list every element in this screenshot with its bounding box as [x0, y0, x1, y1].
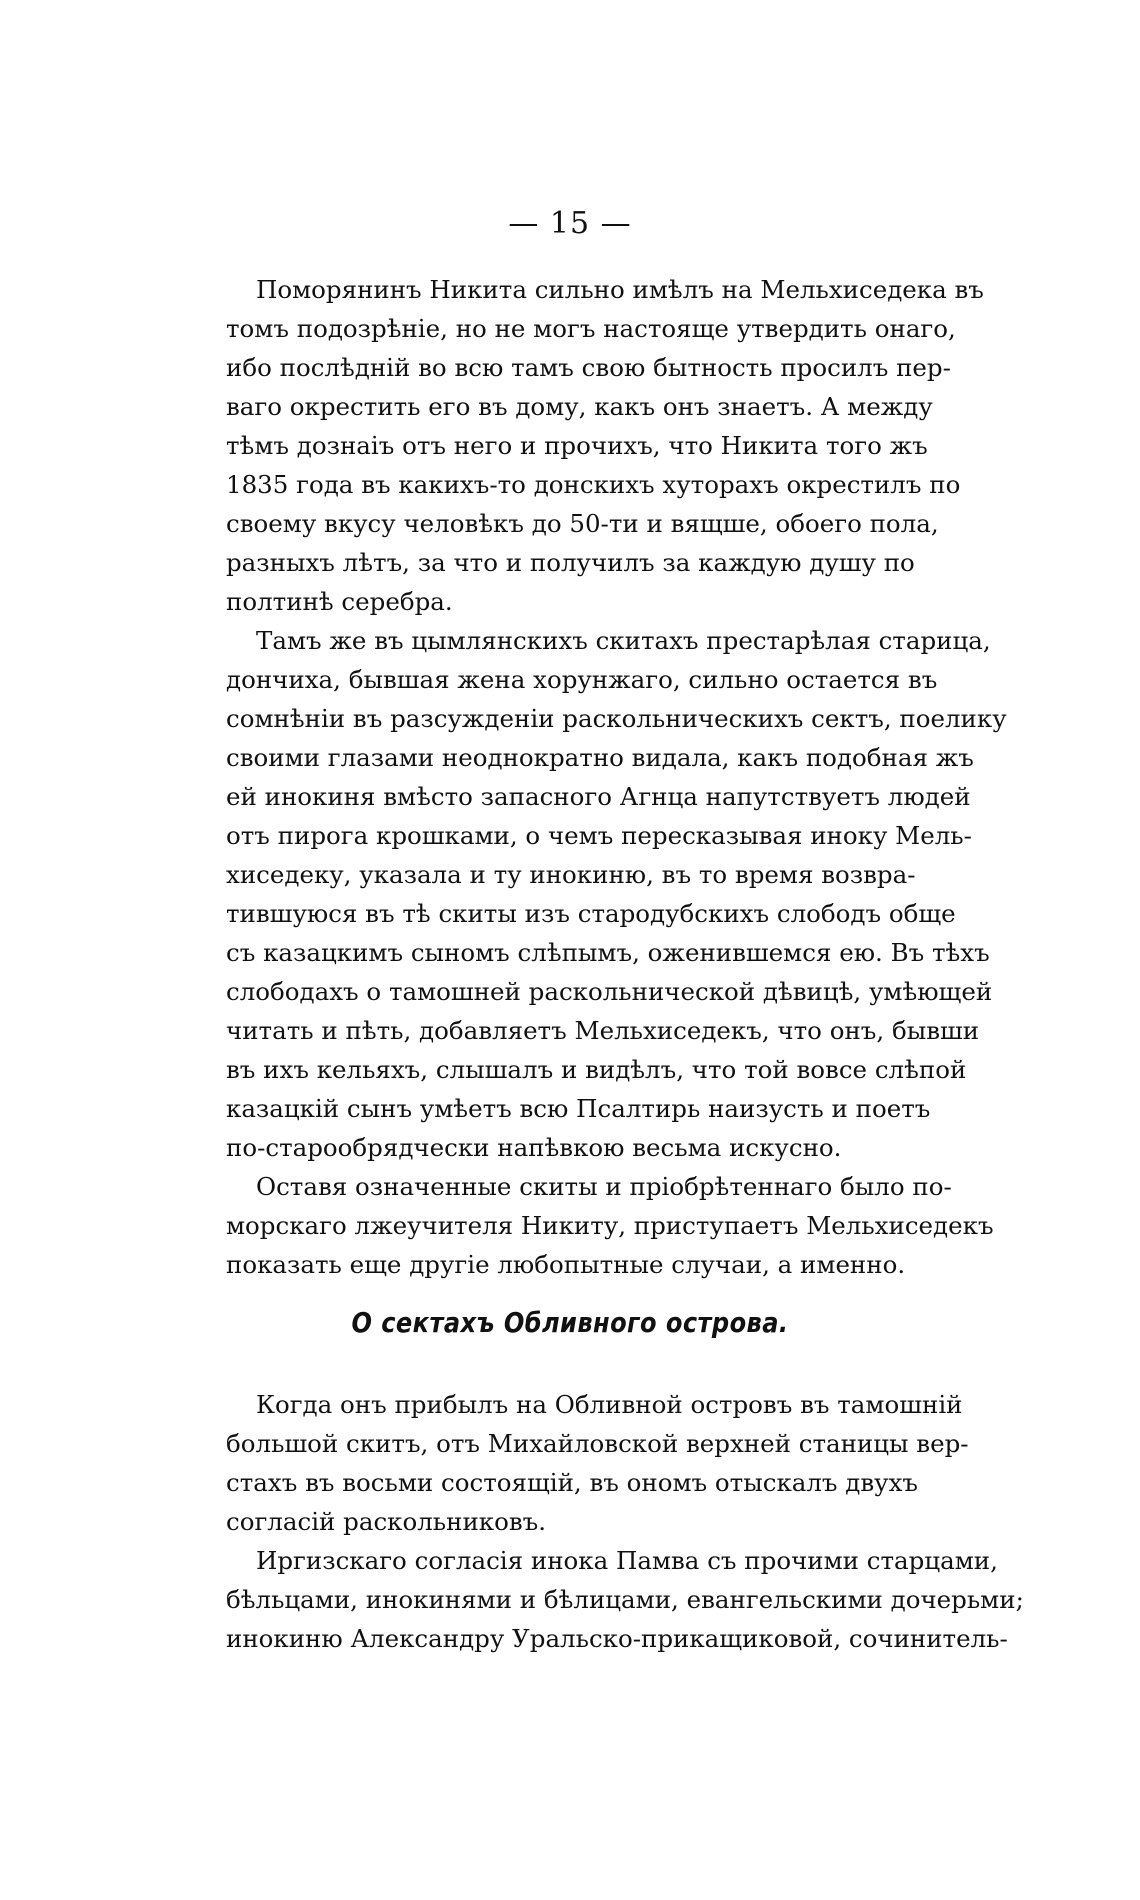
- text-line: дончиха, бывшая жена хорунжаго, сильно остается въ: [226, 665, 938, 694]
- text-line: Поморянинъ Никита сильно имѣлъ на Мельхиседека въ: [256, 275, 984, 304]
- paragraph-2: [226, 621, 1007, 1167]
- text-line: съ казацкимъ сыномъ слѣпымъ, оженившемся ею. Въ тѣхъ: [226, 938, 990, 967]
- text-line: инокиню Александру Уральско-прикащиковой, сочинитель-: [226, 1624, 1008, 1653]
- text-line: показать еще другіе любопытные случаи, а именно.: [226, 1250, 906, 1279]
- text-line: морскаго лжеучителя Никиту, приступаетъ Мельхиседекъ: [226, 1211, 994, 1240]
- text-line: тѣмъ дознаіъ отъ него и прочихъ, что Никита того жъ: [226, 431, 928, 460]
- text-line: Иргизскаго согласія инока Памва съ прочими старцами,: [256, 1546, 998, 1575]
- page-number: — 15 —: [508, 206, 632, 241]
- text-line: томъ подозрѣніе, но не могъ настояще утвердить онаго,: [226, 314, 956, 343]
- text-line: ей инокиня вмѣсто запасного Агнца напутствуетъ людей: [226, 782, 971, 811]
- text-line: согласій раскольниковъ.: [226, 1507, 547, 1536]
- text-line: хиседеку, указала и ту инокиню, въ то время возвра-: [226, 860, 916, 889]
- text-line: Когда онъ прибылъ на Обливной островъ въ тамошній: [256, 1390, 963, 1419]
- text-line: 1835 года въ какихъ-то донскихъ хуторахъ окрестилъ по: [226, 470, 961, 499]
- text-line: ваго окрестить его въ дому, какъ онъ знаетъ. А между: [226, 392, 933, 421]
- paragraph-5: [226, 1541, 1024, 1658]
- section-heading: О сектахъ Обливного острова.: [351, 1306, 789, 1339]
- text-line: стахъ въ восьми состоящій, въ ономъ отыскалъ двухъ: [226, 1468, 919, 1497]
- text-line: отъ пирога крошками, о чемъ пересказывая иноку Мель-: [226, 821, 972, 850]
- text-line: Тамъ же въ цымлянскихъ скитахъ престарѣлая старица,: [256, 626, 991, 655]
- text-line: разныхъ лѣтъ, за что и получилъ за каждую душу по: [226, 548, 915, 577]
- text-line: въ ихъ кельяхъ, слышалъ и видѣлъ, что той вовсе слѣпой: [226, 1055, 967, 1084]
- text-line: по-старообрядчески напѣвкою весьма искусно.: [226, 1133, 842, 1162]
- body-text-lower: [226, 1385, 1024, 1658]
- paragraph-3: [226, 1167, 994, 1284]
- text-line: тившуюся въ тѣ скиты изъ стародубскихъ слободъ обще: [226, 899, 956, 928]
- paragraph-1: [226, 270, 984, 621]
- text-line: своему вкусу человѣкъ до 50-ти и вящше, обоего пола,: [226, 509, 939, 538]
- text-line: Оставя означенные скиты и пріобрѣтеннаго было по-: [256, 1172, 952, 1201]
- text-line: большой скитъ, отъ Михайловской верхней станицы вер-: [226, 1429, 969, 1458]
- paragraph-4: [226, 1385, 969, 1541]
- text-line: казацкій сынъ умѣетъ всю Псалтирь наизусть и поетъ: [226, 1094, 931, 1123]
- body-text-upper: [226, 270, 1007, 1284]
- text-line: читать и пѣть, добавляетъ Мельхиседекъ, что онъ, бывши: [226, 1016, 980, 1045]
- text-line: своими глазами неоднократно видала, какъ подобная жъ: [226, 743, 974, 772]
- text-line: сомнѣніи въ разсужденіи раскольническихъ сектъ, поелику: [226, 704, 1007, 733]
- text-line: ибо послѣдній во всю тамъ свою бытность просилъ пер-: [226, 353, 951, 382]
- text-line: слободахъ о тамошней раскольнической дѣвицѣ, умѣющей: [226, 977, 993, 1006]
- text-line: бѣльцами, инокинями и бѣлицами, евангельскими дочерьми;: [226, 1585, 1024, 1614]
- text-line: полтинѣ серебра.: [226, 587, 453, 616]
